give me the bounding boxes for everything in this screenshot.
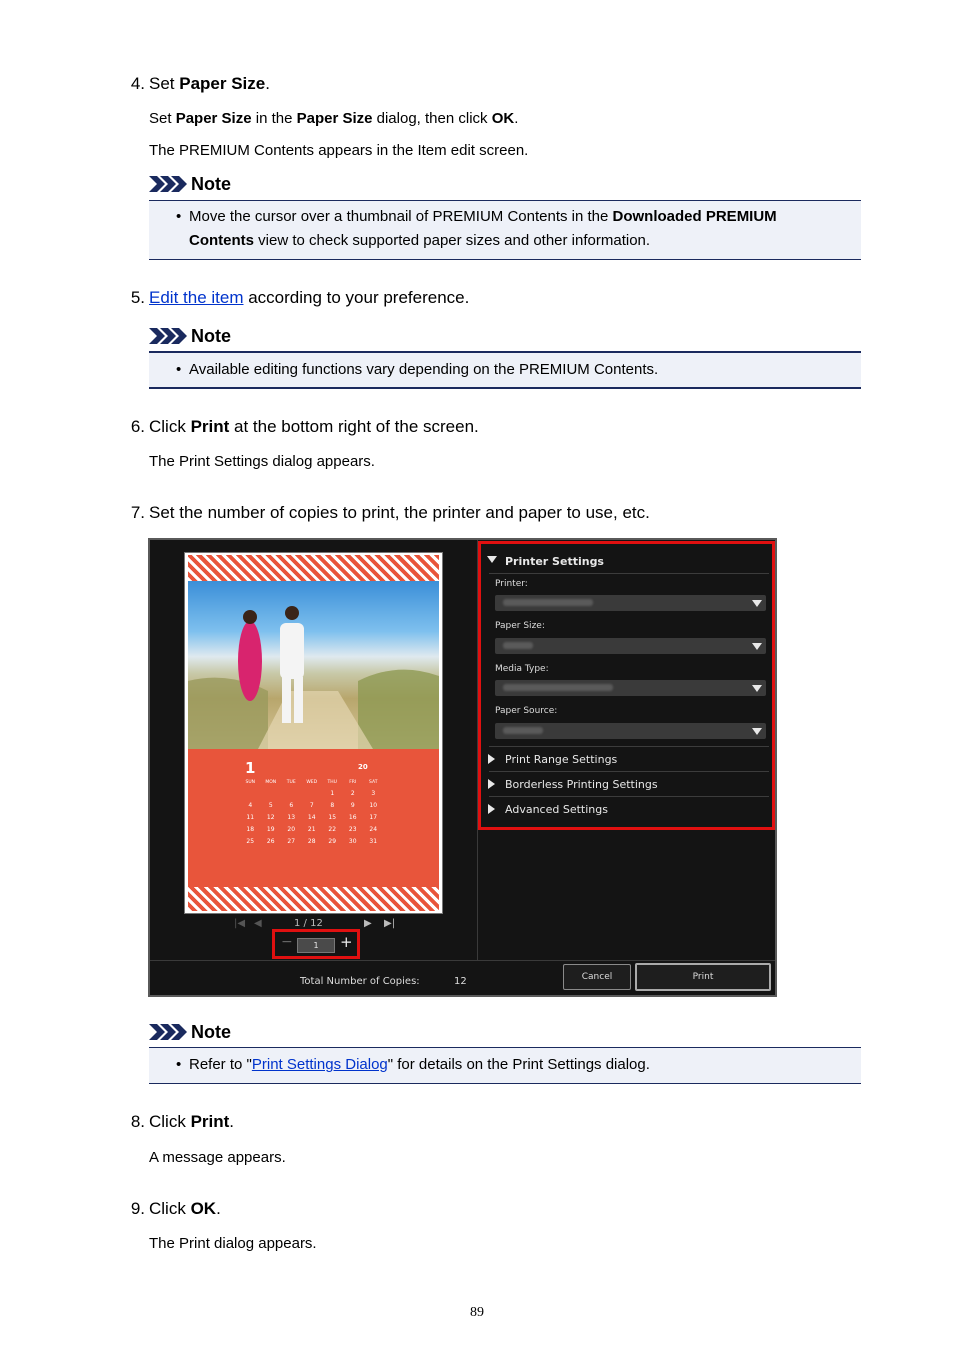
- calendar-month: 1: [245, 759, 256, 777]
- note-heading: Note: [149, 1021, 231, 1043]
- step-5: [125, 288, 825, 308]
- expand-icon[interactable]: [488, 754, 495, 764]
- note-arrows-icon: [149, 176, 187, 192]
- printer-dropdown[interactable]: [495, 595, 766, 611]
- calendar-date: 20: [287, 826, 296, 833]
- step-number: 6.: [130, 417, 145, 436]
- bottom-bar-divider: [150, 960, 777, 961]
- weekday-label: SUN: [245, 780, 256, 785]
- paper-source-label: Paper Source:: [495, 706, 558, 716]
- note-arrows-icon: [149, 1024, 187, 1040]
- note-text: Available editing functions vary depending on the PREMIUM Contents.: [189, 361, 659, 378]
- calendar-date: 4: [248, 802, 253, 809]
- bullet: •: [176, 361, 182, 378]
- calendar-date: 13: [287, 814, 296, 821]
- paper-size-dropdown[interactable]: [495, 638, 766, 654]
- step-text-end: .: [265, 74, 270, 93]
- weekday-label: WED: [306, 780, 318, 785]
- calendar-date: 1: [330, 790, 335, 797]
- calendar-date: 2: [350, 790, 355, 797]
- print-settings-dialog-link[interactable]: Print Settings Dialog: [251, 1056, 388, 1073]
- note-heading: Note: [149, 173, 231, 195]
- step-9-result: The Print dialog appears.: [149, 1235, 317, 1252]
- calendar-date: 12: [266, 814, 275, 821]
- step-8: 8. Click Print.: [125, 1112, 825, 1132]
- calendar-date: 6: [289, 802, 294, 809]
- calendar-date: 31: [369, 838, 378, 845]
- calendar-preview: [184, 552, 443, 914]
- page-indicator: 1 / 12: [294, 917, 323, 929]
- calendar-date: 7: [309, 802, 314, 809]
- printer-label: Printer:: [495, 579, 528, 589]
- total-copies-value: 12: [454, 976, 467, 987]
- step-number: 9.: [130, 1199, 145, 1218]
- bottom-pattern-band: [188, 887, 439, 911]
- expand-icon[interactable]: [488, 804, 495, 814]
- step-number: 7.: [130, 503, 145, 522]
- calendar-date: 9: [350, 802, 355, 809]
- settings-highlight: [478, 541, 775, 830]
- calendar-date: 3: [371, 790, 376, 797]
- printer-settings-heading[interactable]: Printer Settings: [505, 555, 604, 568]
- calendar-date: 28: [307, 838, 316, 845]
- calendar-date: 23: [348, 826, 357, 833]
- note-box: [149, 200, 861, 260]
- calendar-date: [302, 790, 323, 797]
- divider: [489, 746, 769, 747]
- step-number: 8.: [130, 1112, 145, 1131]
- next-page-icon[interactable]: ▶: [364, 917, 372, 929]
- step-number: 5.: [130, 288, 145, 307]
- previous-page-icon[interactable]: ◀: [254, 917, 262, 929]
- weekday-label: FRI: [349, 780, 357, 785]
- media-type-label: Media Type:: [495, 664, 549, 674]
- weekday-label: MON: [265, 780, 277, 785]
- weekday-label: SAT: [369, 780, 378, 785]
- page-number: 89: [470, 1305, 484, 1320]
- chevron-down-icon: [752, 600, 762, 607]
- divider: [489, 796, 769, 797]
- step-7: [125, 503, 825, 523]
- divider: [489, 771, 769, 772]
- chevron-down-icon: [752, 728, 762, 735]
- calendar-date: 16: [348, 814, 357, 821]
- step-bold-text: Paper Size: [179, 74, 266, 93]
- calendar-year: 20: [358, 763, 368, 771]
- calendar-date: 26: [266, 838, 275, 845]
- print-settings-screenshot: [148, 538, 777, 997]
- edit-item-link[interactable]: Edit the item: [149, 288, 244, 307]
- step-6-result: The Print Settings dialog appears.: [149, 453, 375, 470]
- note-text: Refer to "Print Settings Dialog" for details on the Print Settings dialog.: [189, 1056, 650, 1073]
- calendar-date: 14: [307, 814, 316, 821]
- note-arrows-icon: [149, 328, 187, 344]
- chevron-down-icon: [752, 685, 762, 692]
- cancel-button[interactable]: Cancel: [563, 964, 631, 990]
- calendar-dates: [240, 780, 384, 845]
- chevron-down-icon: [752, 643, 762, 650]
- calendar-date: [281, 790, 302, 797]
- calendar-date: 11: [246, 814, 255, 821]
- step-text: Set the number of copies to print, the printer and paper to use, etc.: [149, 503, 650, 522]
- advanced-settings[interactable]: Advanced Settings: [505, 803, 608, 816]
- print-button[interactable]: Print: [635, 963, 771, 991]
- step-text: Set: [149, 74, 180, 93]
- calendar-date: 24: [369, 826, 378, 833]
- borderless-printing-settings[interactable]: Borderless Printing Settings: [505, 778, 658, 791]
- step-4-result: The PREMIUM Contents appears in the Item edit screen.: [149, 142, 529, 159]
- calendar-date: 19: [266, 826, 275, 833]
- step-4-instruction: Set Paper Size in the Paper Size dialog, then click OK.: [149, 110, 519, 127]
- divider: [489, 573, 769, 574]
- calendar-grid-area: [188, 749, 439, 887]
- paper-size-label: Paper Size:: [495, 621, 545, 631]
- note-box: [149, 1047, 861, 1084]
- bullet: •: [176, 208, 182, 225]
- step-9: 9. Click OK.: [125, 1199, 825, 1219]
- calendar-date: 30: [348, 838, 357, 845]
- collapse-icon[interactable]: [487, 556, 497, 563]
- calendar-date: [240, 790, 261, 797]
- last-page-icon[interactable]: ▶|: [384, 917, 396, 929]
- increase-copies-button[interactable]: +: [340, 933, 353, 951]
- note-text: Move the cursor over a thumbnail of PREMIUM Contents in the Downloaded PREMIUM Contents view to check supported paper sizes and other information.: [189, 208, 777, 249]
- step-number: 4.: [130, 74, 145, 93]
- calendar-date: 21: [307, 826, 316, 833]
- calendar-date: 27: [287, 838, 296, 845]
- copies-stepper-highlight: [272, 929, 360, 959]
- step-8-result: A message appears.: [149, 1149, 286, 1166]
- step-6: 6. Click Print at the bottom right of the screen.: [125, 417, 825, 437]
- print-range-settings[interactable]: Print Range Settings: [505, 753, 618, 766]
- step-4: [125, 74, 825, 94]
- weekday-label: THU: [327, 780, 337, 785]
- calendar-date: [261, 790, 282, 797]
- calendar-date: 25: [246, 838, 255, 845]
- calendar-date: 10: [369, 802, 378, 809]
- decrease-copies-button[interactable]: −: [281, 934, 293, 950]
- copies-input[interactable]: 1: [297, 938, 335, 953]
- calendar-date: 8: [330, 802, 335, 809]
- top-pattern-band: [188, 555, 439, 581]
- calendar-date: 29: [328, 838, 337, 845]
- page-navigation: [234, 916, 399, 930]
- media-type-dropdown[interactable]: [495, 680, 766, 696]
- note-box: [149, 351, 861, 389]
- first-page-icon[interactable]: |◀: [234, 917, 246, 929]
- note-heading: Note: [149, 325, 231, 347]
- calendar-date: 18: [246, 826, 255, 833]
- calendar-date: 15: [328, 814, 337, 821]
- expand-icon[interactable]: [488, 779, 495, 789]
- total-copies-label: Total Number of Copies:: [300, 976, 420, 987]
- calendar-date: 22: [328, 826, 337, 833]
- paper-source-dropdown[interactable]: [495, 723, 766, 739]
- weekday-label: TUE: [286, 780, 296, 785]
- step-text: according to your preference.: [243, 288, 470, 307]
- bullet: •: [176, 1056, 182, 1073]
- couple-beach-photo: [188, 581, 439, 749]
- calendar-date: 5: [268, 802, 273, 809]
- calendar-date: 17: [369, 814, 378, 821]
